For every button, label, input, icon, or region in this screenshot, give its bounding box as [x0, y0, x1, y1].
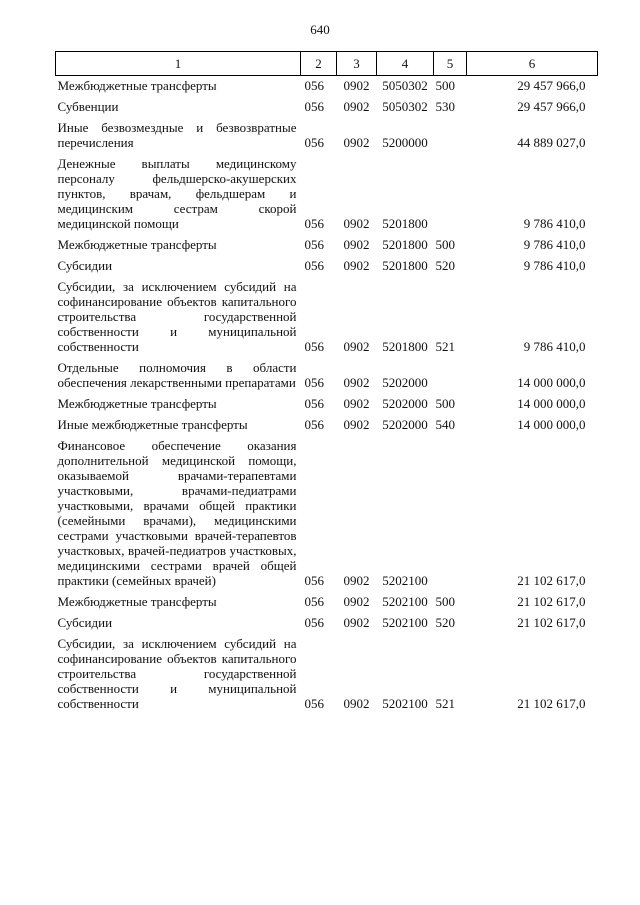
row-section-cell: 0902 [343, 237, 370, 252]
row-code-cell: 056 [304, 237, 324, 252]
row-amount-cell: 21 102 617,0 [517, 594, 586, 609]
table-body [56, 76, 598, 716]
table-row [56, 394, 598, 415]
row-code-cell: 056 [304, 696, 324, 711]
row-name-cell: Межбюджетные трансферты [57, 78, 217, 93]
row-article-cell: 5201800 [382, 339, 428, 354]
page-number: 640 [310, 22, 330, 37]
row-section-cell: 0902 [343, 417, 370, 432]
table-row [56, 277, 598, 358]
row-amount-cell: 9 786 410,0 [523, 237, 586, 252]
row-type-cell: 500 [435, 78, 455, 93]
row-amount-cell: 14 000 000,0 [517, 417, 586, 432]
row-article-cell: 5202000 [382, 375, 428, 390]
row-section-cell: 0902 [343, 396, 370, 411]
row-section-cell: 0902 [343, 696, 370, 711]
column-header: 5 [434, 52, 467, 76]
row-article-cell: 5202000 [382, 396, 428, 411]
row-article-cell: 5200000 [382, 135, 428, 150]
column-header: 1 [56, 52, 301, 76]
budget-table [55, 51, 598, 715]
row-article-cell: 5202100 [382, 615, 428, 630]
row-article-cell: 5202100 [382, 696, 428, 711]
row-type-cell: 521 [435, 339, 455, 354]
column-header: 6 [467, 52, 598, 76]
row-code-cell: 056 [304, 78, 324, 93]
row-amount-cell: 21 102 617,0 [517, 573, 586, 588]
row-section-cell: 0902 [343, 78, 370, 93]
table-row [56, 358, 598, 394]
row-section-cell: 0902 [343, 573, 370, 588]
row-code-cell: 056 [304, 339, 324, 354]
row-code-cell: 056 [304, 135, 324, 150]
table-row [56, 97, 598, 118]
table-row [56, 154, 598, 235]
row-type-cell: 500 [435, 396, 455, 411]
row-type-cell: 520 [435, 258, 455, 273]
row-code-cell: 056 [304, 615, 324, 630]
row-section-cell: 0902 [343, 99, 370, 114]
row-article-cell: 5202100 [382, 594, 428, 609]
row-type-cell [434, 118, 467, 154]
table-row [56, 436, 598, 592]
row-name-cell: Субсидии [57, 615, 113, 630]
table-row [56, 613, 598, 634]
row-amount-cell: 21 102 617,0 [517, 615, 586, 630]
row-amount-cell: 9 786 410,0 [523, 216, 586, 231]
row-amount-cell: 44 889 027,0 [517, 135, 586, 150]
row-section-cell: 0902 [343, 216, 370, 231]
table-row [56, 76, 598, 98]
row-type-cell: 521 [435, 696, 455, 711]
row-name-cell: Субсидии, за исключением субсидий на софинансирование объектов капитального строительства государственной собственности и муниципальной собственности [57, 636, 297, 711]
row-type-cell: 500 [435, 594, 455, 609]
row-name-cell: Иные безвозмездные и безвозвратные перечисления [57, 120, 297, 150]
row-code-cell: 056 [304, 375, 324, 390]
row-name-cell: Субсидии, за исключением субсидий на софинансирование объектов капитального строительства государственной собственности и муниципальной собственности [57, 279, 297, 354]
column-header: 4 [377, 52, 434, 76]
row-code-cell: 056 [304, 258, 324, 273]
row-amount-cell: 14 000 000,0 [517, 375, 586, 390]
row-amount-cell: 9 786 410,0 [523, 339, 586, 354]
table-row [56, 256, 598, 277]
row-name-cell: Отдельные полномочия в области обеспечения лекарственными препаратами [57, 360, 297, 390]
row-amount-cell: 29 457 966,0 [517, 99, 586, 114]
column-header: 2 [301, 52, 337, 76]
row-code-cell: 056 [304, 594, 324, 609]
table-row [56, 118, 598, 154]
row-section-cell: 0902 [343, 135, 370, 150]
row-amount-cell: 14 000 000,0 [517, 396, 586, 411]
row-name-cell: Субвенции [57, 99, 119, 114]
row-code-cell: 056 [304, 396, 324, 411]
row-amount-cell: 21 102 617,0 [517, 696, 586, 711]
row-type-cell: 520 [435, 615, 455, 630]
row-code-cell: 056 [304, 99, 324, 114]
table-row [56, 415, 598, 436]
table-header-row [56, 52, 598, 76]
row-article-cell: 5050302 [382, 99, 428, 114]
row-section-cell: 0902 [343, 339, 370, 354]
row-article-cell: 5202000 [382, 417, 428, 432]
row-article-cell: 5050302 [382, 78, 428, 93]
row-article-cell: 5201800 [382, 258, 428, 273]
table-row [56, 235, 598, 256]
row-section-cell: 0902 [343, 594, 370, 609]
row-type-cell: 500 [435, 237, 455, 252]
row-type-cell: 540 [435, 417, 455, 432]
row-code-cell: 056 [304, 573, 324, 588]
row-type-cell: 530 [435, 99, 455, 114]
row-type-cell [434, 358, 467, 394]
table-row [56, 592, 598, 613]
row-name-cell: Межбюджетные трансферты [57, 594, 217, 609]
row-name-cell: Иные межбюджетные трансферты [57, 417, 248, 432]
row-article-cell: 5201800 [382, 237, 428, 252]
row-amount-cell: 9 786 410,0 [523, 258, 586, 273]
row-name-cell: Межбюджетные трансферты [57, 396, 217, 411]
row-name-cell: Межбюджетные трансферты [57, 237, 217, 252]
table-row [56, 634, 598, 715]
row-article-cell: 5202100 [382, 573, 428, 588]
row-section-cell: 0902 [343, 258, 370, 273]
row-section-cell: 0902 [343, 375, 370, 390]
row-article-cell: 5201800 [382, 216, 428, 231]
row-name-cell: Денежные выплаты медицинскому персоналу фельдшерско-акушерских пунктов, врачам, фельдшерам и медицинским сестрам скорой медицинской помощи [57, 156, 297, 231]
row-name-cell: Финансовое обеспечение оказания дополнительной медицинской помощи, оказываемой врачами-терапевтами участковыми, врачами-педиатрами участковыми, врачами общей практики (семейными врачами), медицинскими сестрами участковыми врачей-терапевтов участковых, врачей-педиатров участковых, медицинскими сестрами врачей общей практики (семейных врачей) [57, 438, 297, 588]
row-section-cell: 0902 [343, 615, 370, 630]
row-code-cell: 056 [304, 417, 324, 432]
row-name-cell: Субсидии [57, 258, 113, 273]
row-type-cell [434, 154, 467, 235]
column-header: 3 [337, 52, 377, 76]
row-amount-cell: 29 457 966,0 [517, 78, 586, 93]
row-type-cell [434, 436, 467, 592]
row-code-cell: 056 [304, 216, 324, 231]
